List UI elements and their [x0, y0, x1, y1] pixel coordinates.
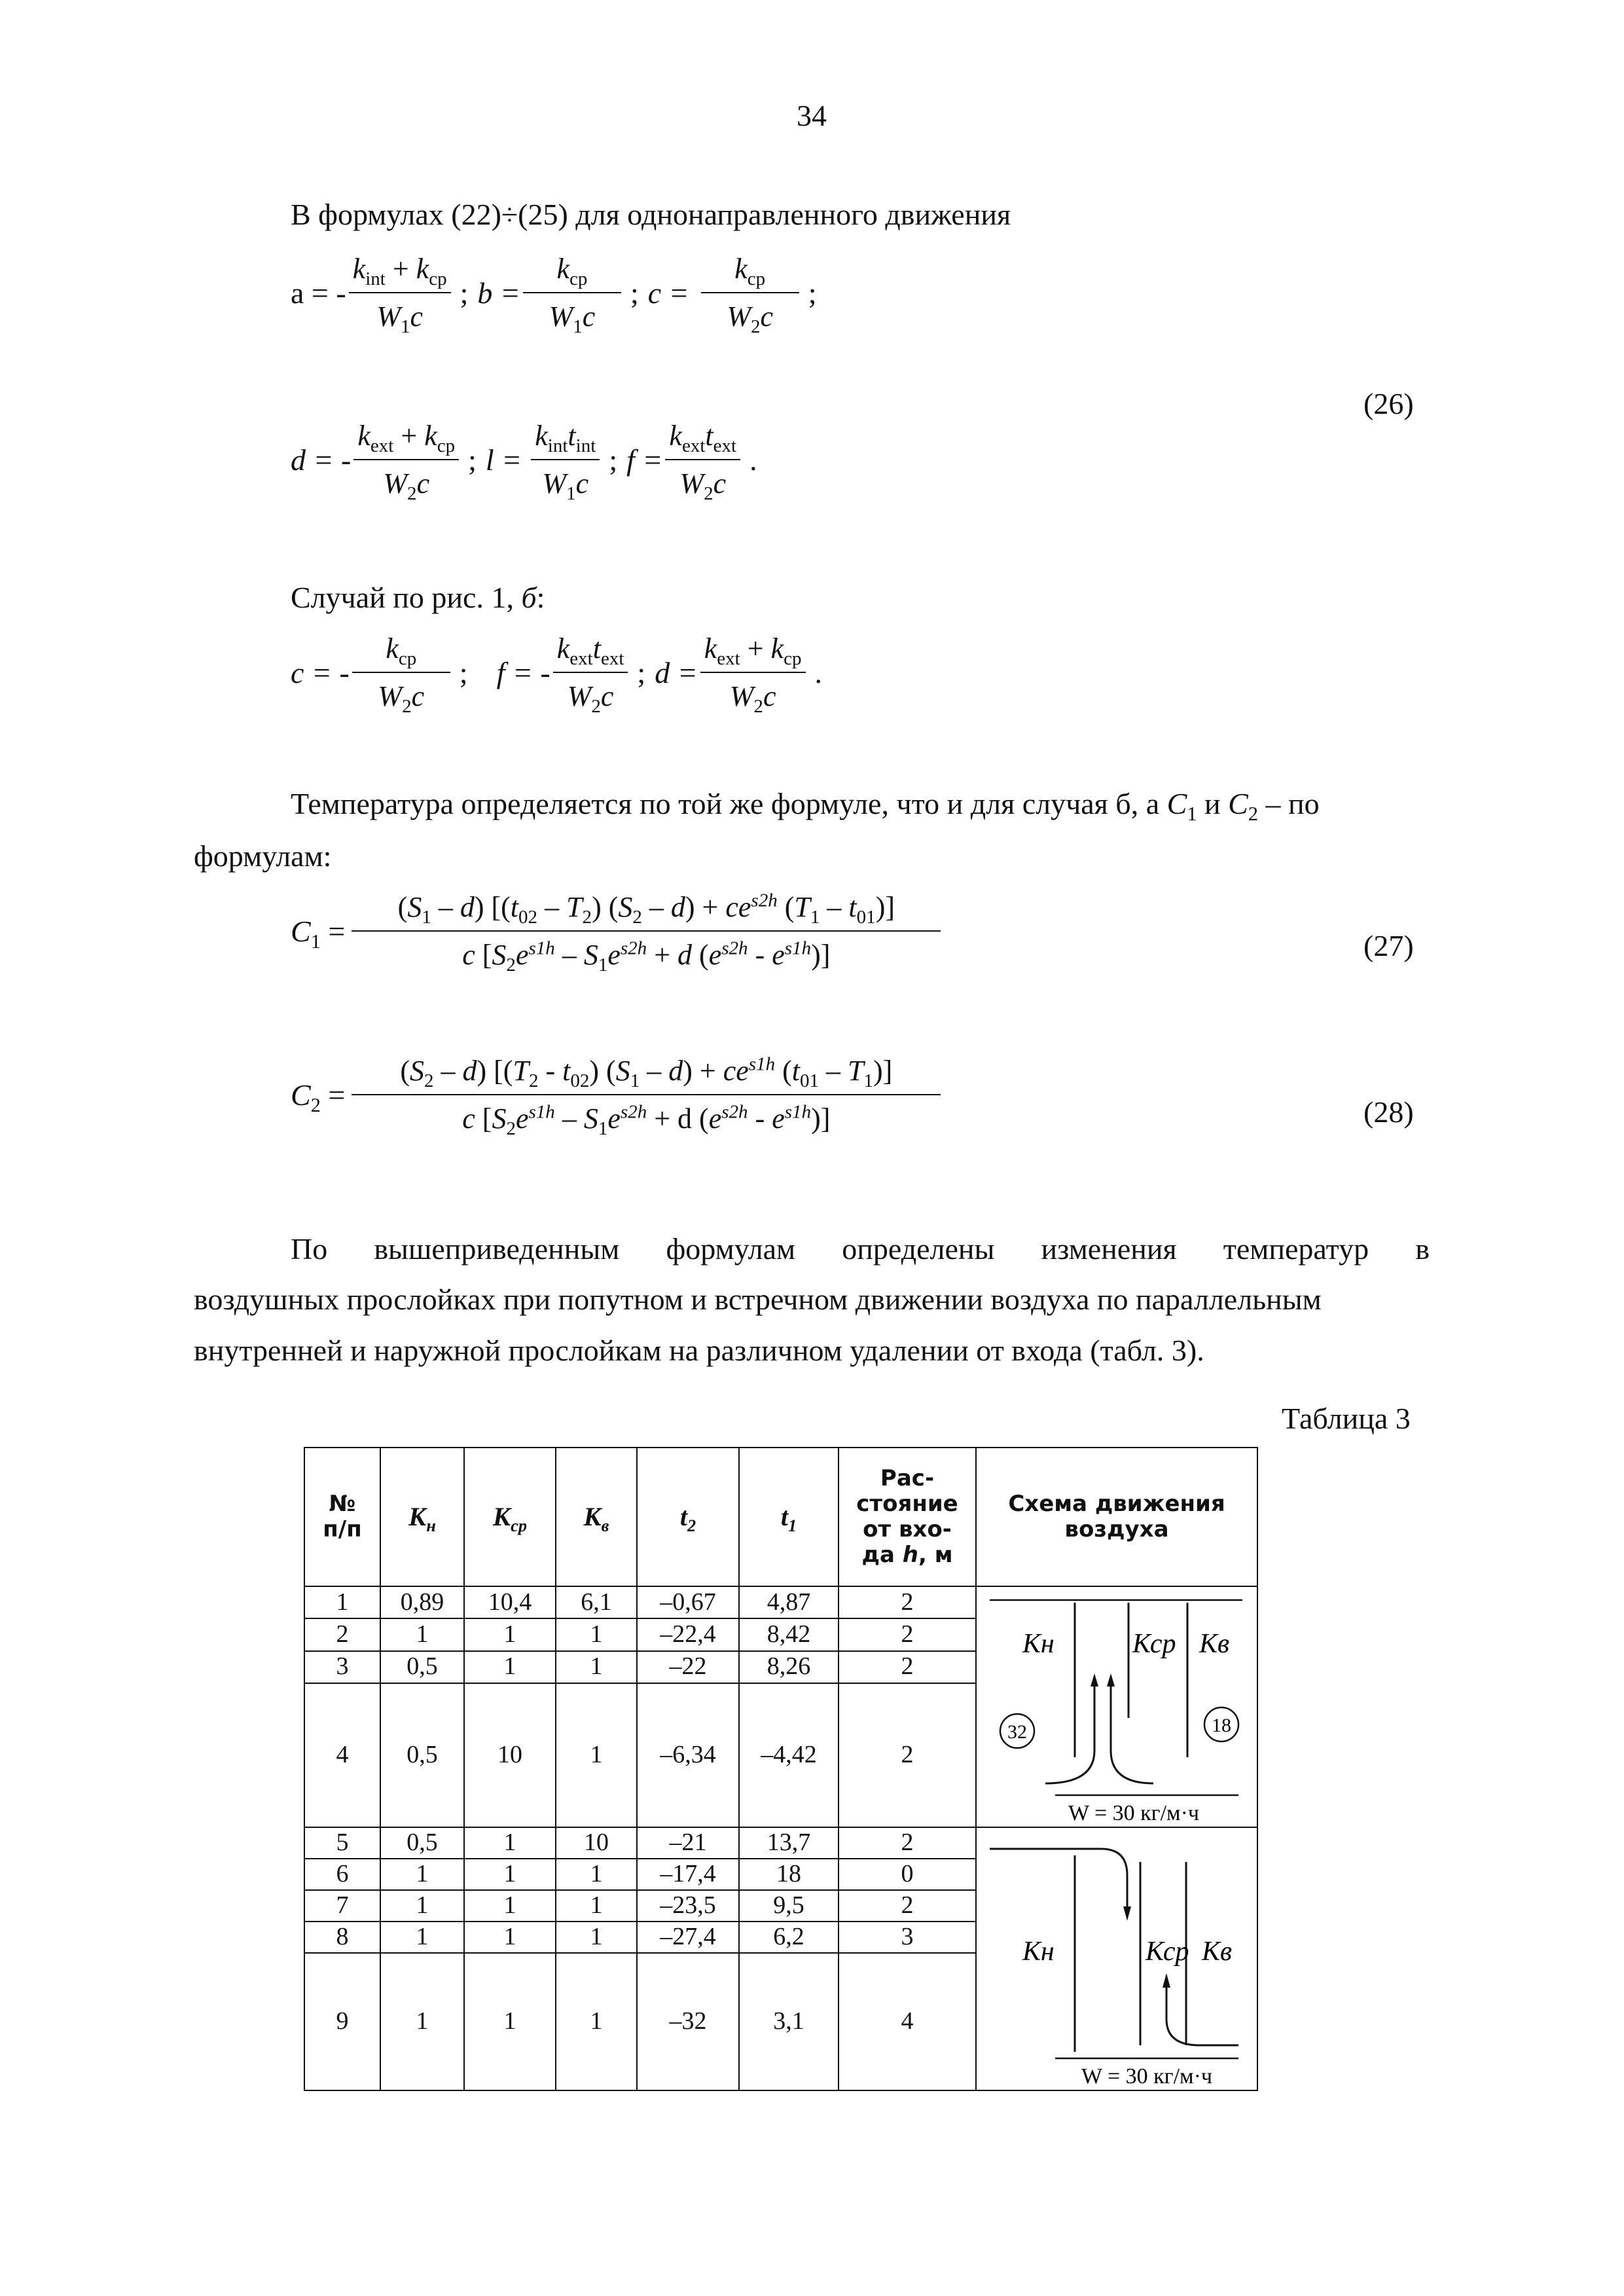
header-t1: $t_1$ [739, 1448, 839, 1586]
case-b-c-lhs: c = - [291, 655, 350, 689]
header-kn: $К_н$ [380, 1448, 464, 1586]
intro-line: В формулах (22)÷(25) для однонаправленного движения [291, 198, 1011, 231]
eq26-row1: a = - $\frac{k_{int} + k_{cp}}{W_1c}$ ; b = $\frac{k_{cp}}{W_1c}$ ; c = $\frac{k_{cp}}{W_2c}$ ; [291, 253, 817, 337]
scheme1-kcp-label: Кср [1132, 1629, 1176, 1659]
header-number: № п/п [304, 1448, 380, 1586]
scheme2-flow-label: W = 30 кг/м·ч [1081, 2064, 1212, 2088]
table-row: 3 0,5 1 1 –22 8,26 2 [304, 1651, 1257, 1683]
case-b-c-fraction: $\frac{k_{cp}}{W_2c}$ [352, 632, 450, 713]
scheme2-kcp-label: Кср [1146, 1937, 1189, 1967]
eq26-l-fraction: $\frac{k_{int}t_{int}}{W_1c}$ [531, 419, 600, 500]
eq26-f-lhs: f = [626, 443, 663, 477]
conclusion-line1: По вышеприведенным формулам определены изменения температур в [291, 1232, 1430, 1266]
case-b-f-lhs: f = - [496, 655, 550, 689]
eq27 [291, 890, 943, 975]
eq28 [291, 1053, 943, 1139]
case-line: Случай по рис. 1, б: [291, 581, 545, 614]
eq26-l-lhs: l = [485, 443, 522, 477]
eq26-b-lhs: b = [477, 276, 520, 310]
eq27-number: (27) [1363, 929, 1414, 962]
eq26-d-fraction: $\frac{k_{ext} + k_{cp}}{W_2c}$ [353, 419, 459, 500]
table-row: 7 1 1 1 –23,5 9,5 2 [304, 1890, 1257, 1922]
conclusion-line2: воздушных прослойках при попутном и встречном движении воздуха по параллельным [194, 1283, 1322, 1316]
scheme2-kv-label: Кв [1202, 1937, 1233, 1967]
eq26-b-fraction: $\frac{k_{cp}}{W_1c}$ [523, 252, 621, 333]
eq27-lhs: $C_1$ = [291, 914, 346, 953]
page-number: 34 [797, 99, 827, 132]
table-row: 2 1 1 1 –22,4 8,42 2 [304, 1618, 1257, 1650]
scheme1-kn-label: Кн [1022, 1629, 1055, 1659]
temperature-paragraph-line1: Температура определяется по той же формуле, что и для случая б, а $C_1$ и $C_2$ – по [291, 787, 1320, 826]
scheme1-circle-left: 32 [1007, 1721, 1027, 1743]
scheme1-kv-label: Кв [1199, 1629, 1230, 1659]
table-row: 1 0,89 10,4 6,1 –0,67 4,87 2 Кн Кср Кв 32 18 W = 30 кг/м·ч [304, 1586, 1257, 1618]
header-kcp: $К_{ср}$ [464, 1448, 556, 1586]
scheme1-flow-label: W = 30 кг/м·ч [1068, 1801, 1199, 1825]
case-b-d-lhs: d = [655, 655, 698, 689]
parallel-flow-diagram [977, 1587, 1255, 1827]
eq26-d-lhs: d = - [291, 443, 352, 477]
table-row: 4 0,5 10 1 –6,34 –4,42 2 [304, 1683, 1257, 1827]
scheme2-kn-label: Кн [1022, 1937, 1055, 1967]
table-row: 6 1 1 1 –17,4 18 0 [304, 1859, 1257, 1890]
table-caption: Таблица 3 [1282, 1402, 1411, 1435]
eq26-a-fraction: $\frac{k_{int} + k_{cp}}{W_1c}$ [349, 252, 451, 333]
scheme1-circle-right: 18 [1212, 1715, 1231, 1736]
scheme-counter-flow [976, 1827, 1257, 2090]
eq26-c-fraction: $\frac{k_{cp}}{W_2c}$ [701, 252, 799, 333]
eq27-fraction: $\frac{(S_1 - d) [(t_{02} - T_2) (S_2 - d) + ce^{s2h} (T_1 - t_{01})]}{c [S_2e^{s1h} - S_1e^{s2h} + d (e^{s2h} - e^{s1h})]}$ [352, 890, 941, 972]
eq28-lhs: $C_2$ = [291, 1078, 346, 1116]
header-distance: Рас- стояние от вхо- да h, м [839, 1448, 976, 1586]
header-kv: $К_в$ [556, 1448, 637, 1586]
eq26-c-lhs: c = [647, 276, 689, 310]
table-row: 9 1 1 1 –32 3,1 4 [304, 1953, 1257, 2090]
counter-flow-diagram [977, 1829, 1255, 2088]
eq28-fraction: $\frac{(S_2 - d) [(T_2 - t_{02}) (S_1 - d) + ce^{s1h} (t_{01} - T_1)]}{c [S_2e^{s1h} - S_1e^{s2h} + d (e^{s2h} - e^{s1h})]}$ [352, 1054, 941, 1135]
case-b-d-fraction: $\frac{k_{ext} + k_{cp}}{W_2c}$ [700, 632, 806, 713]
eq26-f-fraction: $\frac{k_{ext}t_{ext}}{W_2c}$ [665, 419, 740, 500]
table-3 [304, 1447, 1258, 2091]
eq26-number: (26) [1363, 387, 1414, 420]
table-row: 5 0,5 1 10 –21 13,7 2 Кн Кср Кв W = 30 кг/м·ч [304, 1827, 1257, 1859]
case-b-f-fraction: $\frac{k_{ext}t_{ext}}{W_2c}$ [553, 632, 628, 713]
conclusion-line3: внутренней и наружной прослойкам на различном удалении от входа (табл. 3). [194, 1334, 1204, 1367]
case-b-row: c = - $\frac{k_{cp}}{W_2c}$ ; f = - $\frac{k_{ext}t_{ext}}{W_2c}$ ; d = $\frac{k_{ext} + k_{cp}}{W_2c}$ . [291, 632, 822, 717]
header-t2: $t_2$ [637, 1448, 739, 1586]
scheme-parallel-flow [976, 1586, 1257, 1827]
eq26-row2: d = - $\frac{k_{ext} + k_{cp}}{W_2c}$ ; l = $\frac{k_{int}t_{int}}{W_1c}$ ; f = $\frac{k_{ext}t_{ext}}{W_2c}$ . [291, 420, 757, 504]
temperature-paragraph-line2: формулам: [194, 839, 332, 873]
table-row: 8 1 1 1 –27,4 6,2 3 [304, 1922, 1257, 1953]
eq28-number: (28) [1363, 1095, 1414, 1129]
header-scheme: Схема движения воздуха [976, 1448, 1257, 1586]
eq26-a-lhs: a = - [291, 276, 346, 310]
